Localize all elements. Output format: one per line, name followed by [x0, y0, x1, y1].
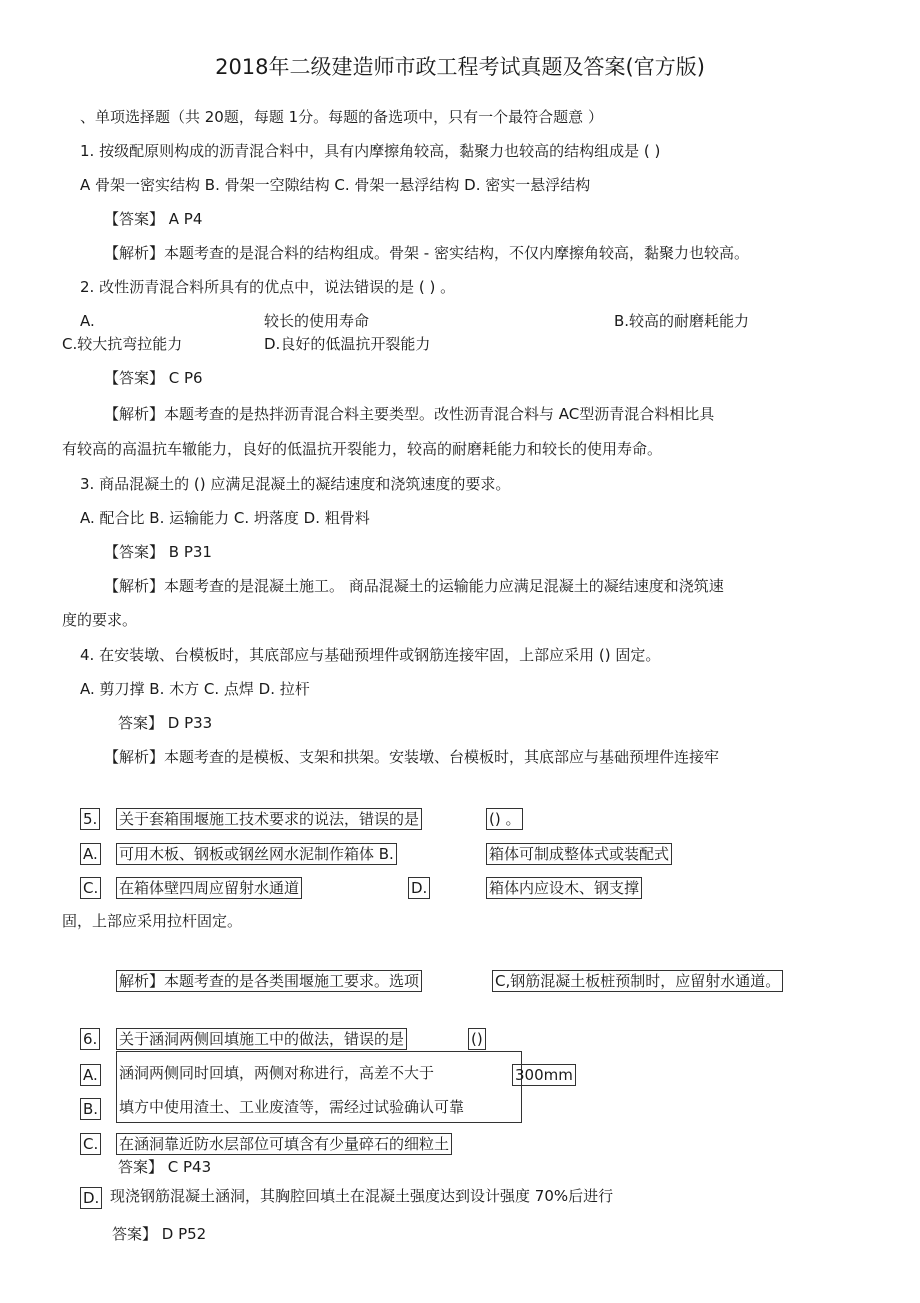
q2-option-a-letter: A.: [80, 312, 95, 330]
q6-answer-d: 答案】 D P52: [112, 1225, 207, 1243]
q6-option-c-letter: C.: [80, 1133, 101, 1155]
q2-option-c: C.较大抗弯拉能力: [62, 335, 183, 353]
q6-option-d-text: 现浇钢筋混凝土涵洞，其胸腔回填土在混凝土强度达到设计强度 70%后进行: [110, 1187, 614, 1205]
q3-analysis-line2: 度的要求。: [62, 611, 138, 629]
q3-options: A. 配合比 B. 运输能力 C. 坍落度 D. 粗骨料: [80, 509, 370, 527]
q2-option-a-text: 较长的使用寿命: [264, 312, 370, 330]
q6-paren: (): [468, 1028, 486, 1050]
q6-option-b-letter: B.: [80, 1098, 101, 1120]
section-heading: 、单项选择题（共 20题，每题 1分。每题的备选项中，只有一个最符合题意 ）: [80, 108, 603, 126]
q2-answer: 【答案】 C P6: [104, 369, 203, 387]
q6-option-d-letter: D.: [80, 1187, 102, 1209]
q2-analysis-line1: 【解析】本题考查的是热拌沥青混合料主要类型。改性沥青混合料与 AC型沥青混合料相比具: [104, 405, 715, 423]
q6-option-a-unit: 300mm: [512, 1064, 576, 1086]
q5-option-c-letter: C.: [80, 877, 101, 899]
q6-option-c-text: 在涵洞靠近防水层部位可填含有少量碎石的细粒土: [116, 1133, 452, 1155]
q4-analysis: 【解析】本题考查的是模板、支架和拱架。安装墩、台模板时，其底部应与基础预埋件连接牢: [104, 748, 720, 766]
q4-options: A. 剪刀撑 B. 木方 C. 点焊 D. 拉杆: [80, 680, 310, 698]
q4-answer: 答案】 D P33: [118, 714, 213, 732]
q5-option-d-text: 箱体内应设木、钢支撑: [486, 877, 642, 899]
q4-stem: 4. 在安装墩、台模板时，其底部应与基础预埋件或钢筋连接牢固，上部应采用 () 固定。: [80, 646, 661, 664]
q5-option-c-text: 在箱体壁四周应留射水通道: [116, 877, 302, 899]
q6-option-a-text: 涵洞两侧同时回填，两侧对称进行，高差不大于: [119, 1064, 435, 1082]
q4-analysis-continued: 固，上部应采用拉杆固定。: [62, 912, 243, 930]
q5-option-d-letter: D.: [408, 877, 430, 899]
q5-option-b-text: 箱体可制成整体式或装配式: [486, 843, 672, 865]
q6-option-a-letter: A.: [80, 1064, 101, 1086]
q2-option-b: B.较高的耐磨耗能力: [614, 312, 750, 330]
q2-analysis-line2: 有较高的高温抗车辙能力，良好的低温抗开裂能力，较高的耐磨耗能力和较长的使用寿命。: [62, 440, 663, 458]
q6-stem: 关于涵洞两侧回填施工中的做法，错误的是: [116, 1028, 407, 1050]
q1-analysis: 【解析】本题考查的是混合料的结构组成。骨架 - 密实结构，不仅内摩擦角较高，黏聚力也较高。: [104, 244, 749, 262]
q5-analysis-part2: C,钢筋混凝土板桩预制时，应留射水通道。: [492, 970, 783, 992]
q6-answer-c: 答案】 C P43: [118, 1158, 212, 1176]
q3-answer: 【答案】 B P31: [104, 543, 212, 561]
q1-answer: 【答案】 A P4: [104, 210, 203, 228]
q3-stem: 3. 商品混凝土的 () 应满足混凝土的凝结速度和浇筑速度的要求。: [80, 475, 511, 493]
q2-option-d: D.良好的低温抗开裂能力: [264, 335, 431, 353]
q5-stem: 关于套箱围堰施工技术要求的说法，错误的是: [116, 808, 422, 830]
q5-option-a-letter: A.: [80, 843, 101, 865]
page-title: 2018年二级建造师市政工程考试真题及答案(官方版): [215, 55, 705, 79]
q2-stem: 2. 改性沥青混合料所具有的优点中，说法错误的是 ( ) 。: [80, 278, 456, 296]
q1-stem: 1. 按级配原则构成的沥青混合料中，具有内摩擦角较高，黏聚力也较高的结构组成是 ( ): [80, 142, 661, 160]
q5-analysis-part1: 解析】本题考查的是各类围堰施工要求。选项: [116, 970, 422, 992]
q1-options: A 骨架一密实结构 B. 骨架一空隙结构 C. 骨架一悬浮结构 D. 密实一悬浮结构: [80, 176, 591, 194]
q5-option-a-text: 可用木板、钢板或钢丝网水泥制作箱体 B.: [116, 843, 397, 865]
q5-paren: () 。: [486, 808, 523, 830]
q3-analysis-line1: 【解析】本题考查的是混凝土施工。 商品混凝土的运输能力应满足混凝土的凝结速度和浇筑速: [104, 577, 724, 595]
q6-option-b-text: 填方中使用渣土、工业废渣等，需经过试验确认可靠: [119, 1098, 465, 1116]
q5-number: 5.: [80, 808, 100, 830]
q6-number: 6.: [80, 1028, 100, 1050]
